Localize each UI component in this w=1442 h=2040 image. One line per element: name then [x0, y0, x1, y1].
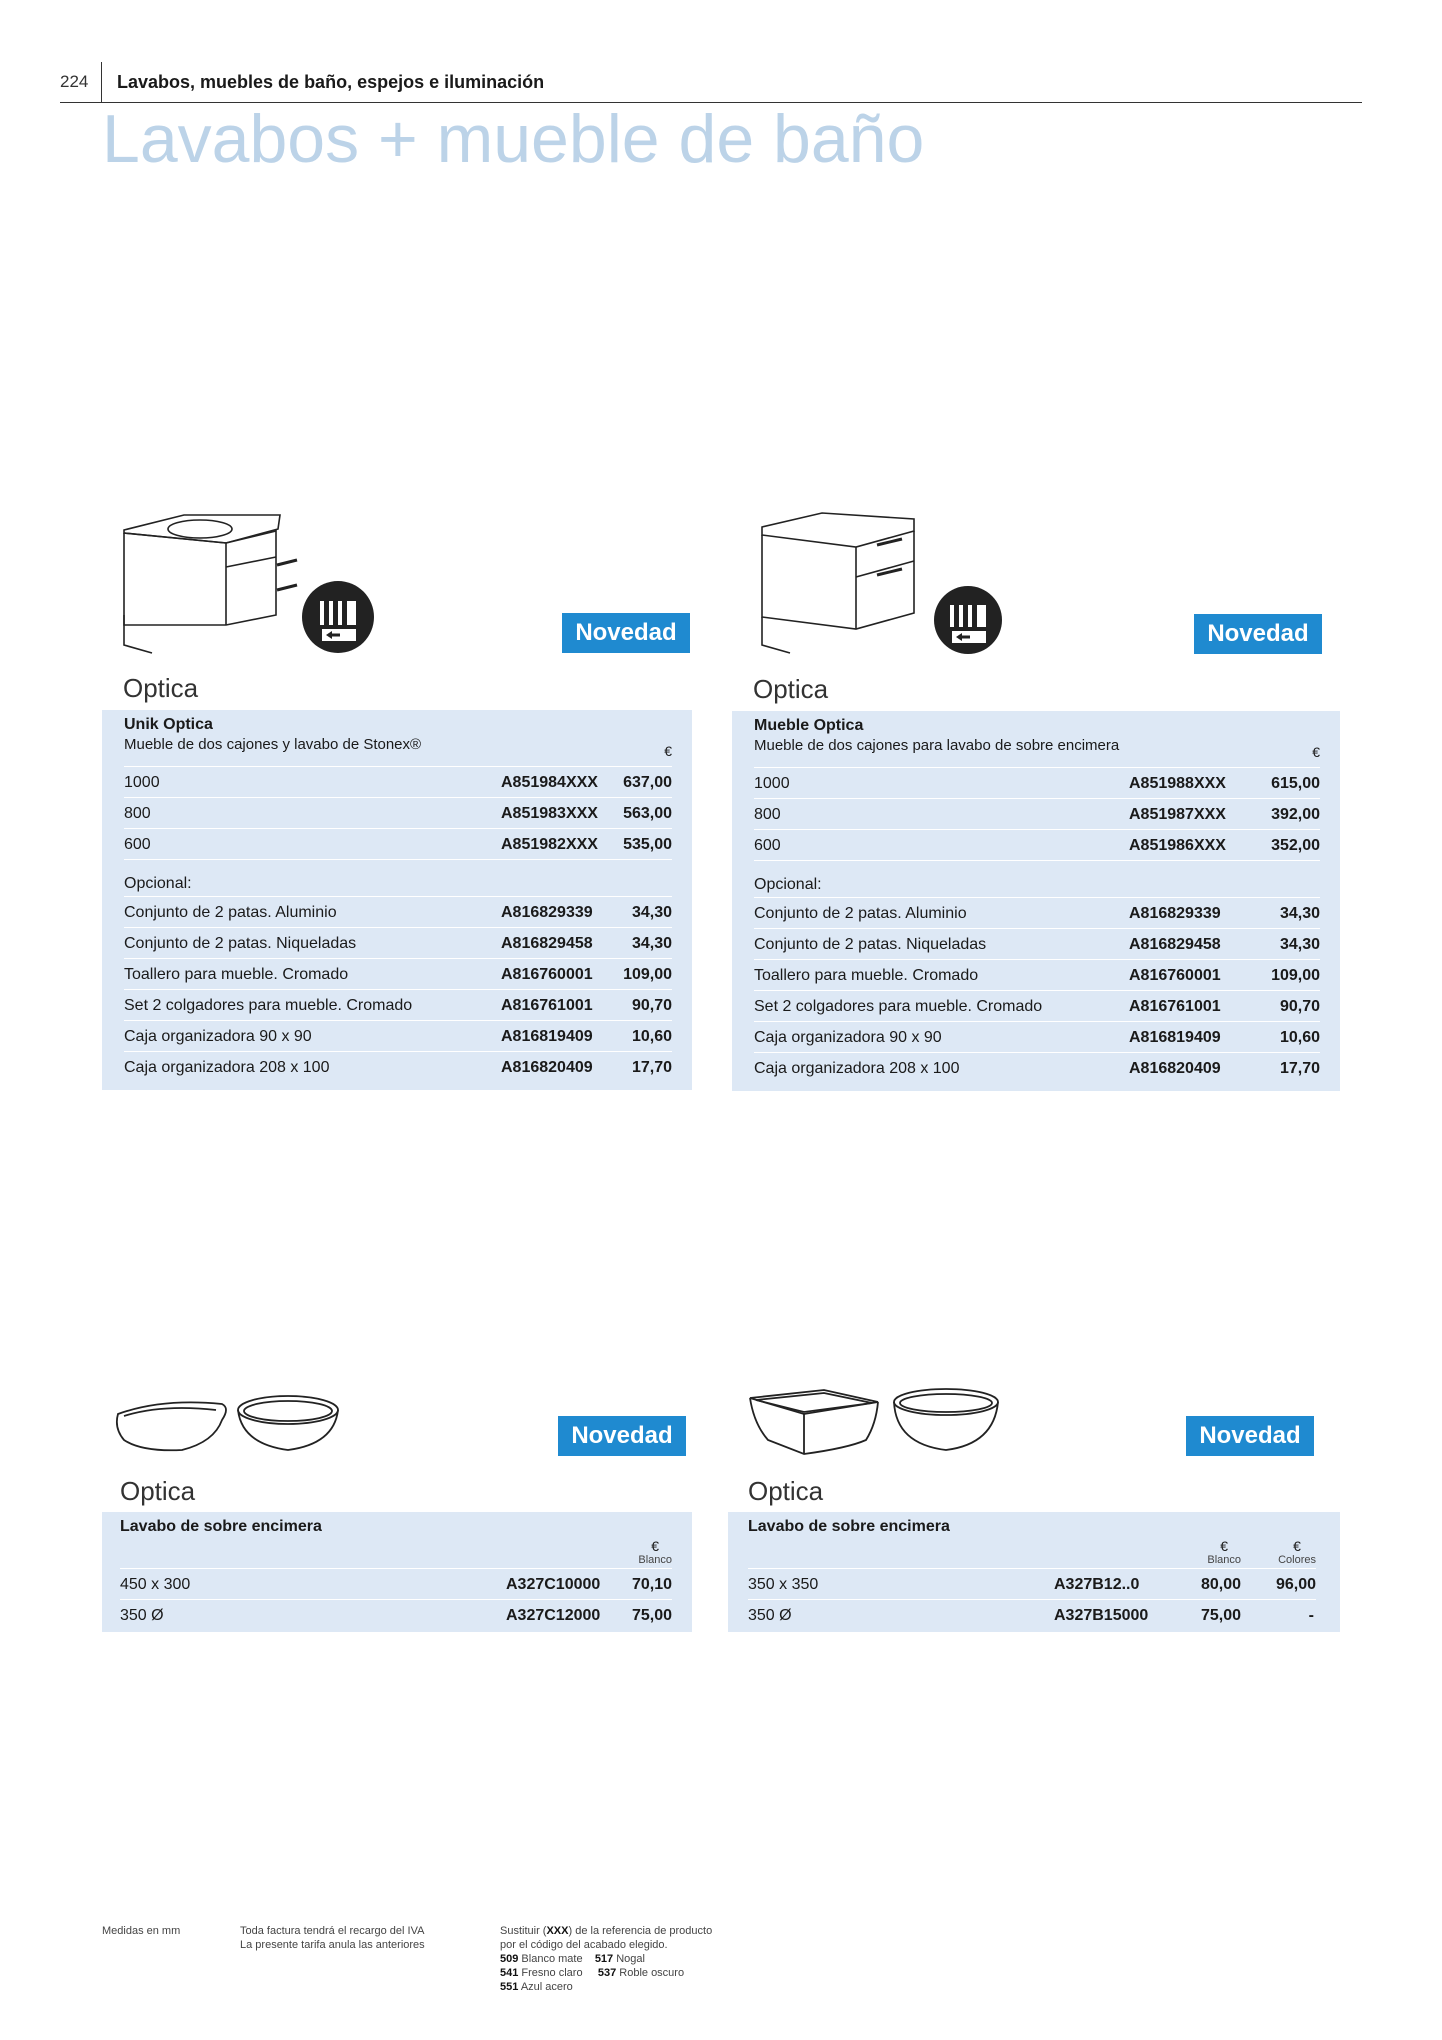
table-row: Conjunto de 2 patas. Aluminio A816829339 34,30 [124, 897, 672, 928]
table-row: 350 Ø A327C12000 75,00 [120, 1607, 672, 1624]
price-table [102, 710, 692, 1090]
table-row: 800 A851987XXX 392,00 [754, 799, 1320, 830]
vanity-unit-illustration [102, 505, 392, 665]
table-title: Mueble Optica [754, 717, 864, 734]
product-name: Optica [753, 674, 829, 704]
table-row: Toallero para mueble. Cromado A816760001 109,00 [754, 960, 1320, 991]
novedad-badge: Novedad [562, 613, 690, 653]
table-row: 800 A851983XXX 563,00 [124, 798, 672, 829]
page-title: Lavabos + mueble de baño [102, 101, 925, 177]
product-name: Optica [123, 673, 199, 703]
price-table [732, 711, 1340, 1091]
table-row: 1000 A851984XXX 637,00 [124, 767, 672, 798]
page-number: 224 [60, 72, 89, 91]
price-table [728, 1512, 1340, 1632]
footer-iva-note: Toda factura tendrá el recargo del IVA La presente tarifa anula las anteriores [240, 1925, 425, 1951]
price-table [102, 1512, 692, 1632]
currency-header: € [1312, 744, 1320, 760]
table-row: Set 2 colgadores para mueble. Cromado A816761001 90,70 [124, 990, 672, 1021]
optional-label: Opcional: [754, 861, 1320, 898]
table-row: Caja organizadora 208 x 100 A816820409 17,70 [754, 1060, 1320, 1077]
table-subtitle: Mueble de dos cajones y lavabo de Stonex® [124, 736, 422, 753]
section-title: Lavabos, muebles de baño, espejos e iluminación [117, 72, 545, 92]
washbasin-illustration [728, 1380, 1008, 1460]
table-title: Unik Optica [124, 716, 213, 733]
vanity-unit-illustration [732, 505, 1022, 665]
optional-label: Opcional: [124, 860, 672, 897]
wall-mount-icon [302, 581, 374, 653]
table-row: Caja organizadora 90 x 90 A816819409 10,60 [754, 1022, 1320, 1053]
table-subtitle: Mueble de dos cajones para lavabo de sobre encimera [754, 737, 1120, 754]
table-row: Conjunto de 2 patas. Niqueladas A816829458 34,30 [124, 928, 672, 959]
currency-header: € [664, 743, 672, 759]
table-row: 350 Ø A327B15000 75,00 - [748, 1607, 1314, 1624]
wall-mount-icon [934, 586, 1002, 654]
table-row: 450 x 300 A327C10000 70,10 [120, 1569, 672, 1600]
product-name: Optica [748, 1476, 824, 1506]
footer-finish-legend: Sustituir (XXX) de la referencia de producto por el código del acabado elegido. 509 Blanco mate 517 Nogal 541 Fresno claro 537 Roble oscuro 551 Azul acero [500, 1925, 713, 1993]
table-row: Set 2 colgadores para mueble. Cromado A816761001 90,70 [754, 991, 1320, 1022]
footer-measures: Medidas en mm [102, 1925, 181, 1937]
table-row: Conjunto de 2 patas. Aluminio A816829339 34,30 [754, 898, 1320, 929]
table-row: 350 x 350 A327B12..0 80,00 96,00 [748, 1569, 1316, 1600]
table-row: 600 A851982XXX 535,00 [124, 829, 672, 860]
table-row: Toallero para mueble. Cromado A816760001 109,00 [124, 959, 672, 990]
novedad-badge: Novedad [1186, 1416, 1314, 1456]
table-title: Lavabo de sobre encimera [748, 1518, 950, 1535]
currency-header: € Colores [1278, 1538, 1316, 1566]
currency-header: € Blanco [1207, 1538, 1241, 1566]
product-name: Optica [120, 1476, 196, 1506]
page-header [60, 62, 1362, 103]
table-row: Conjunto de 2 patas. Niqueladas A816829458 34,30 [754, 929, 1320, 960]
table-row: 600 A851986XXX 352,00 [754, 830, 1320, 861]
table-title: Lavabo de sobre encimera [120, 1518, 322, 1535]
novedad-badge: Novedad [558, 1416, 686, 1456]
currency-header: € Blanco [638, 1538, 672, 1566]
header-divider [101, 62, 102, 102]
washbasin-illustration [102, 1380, 362, 1460]
table-row: 1000 A851988XXX 615,00 [754, 768, 1320, 799]
table-row: Caja organizadora 90 x 90 A816819409 10,60 [124, 1021, 672, 1052]
table-row: Caja organizadora 208 x 100 A816820409 17,70 [124, 1059, 672, 1076]
novedad-badge: Novedad [1194, 614, 1322, 654]
